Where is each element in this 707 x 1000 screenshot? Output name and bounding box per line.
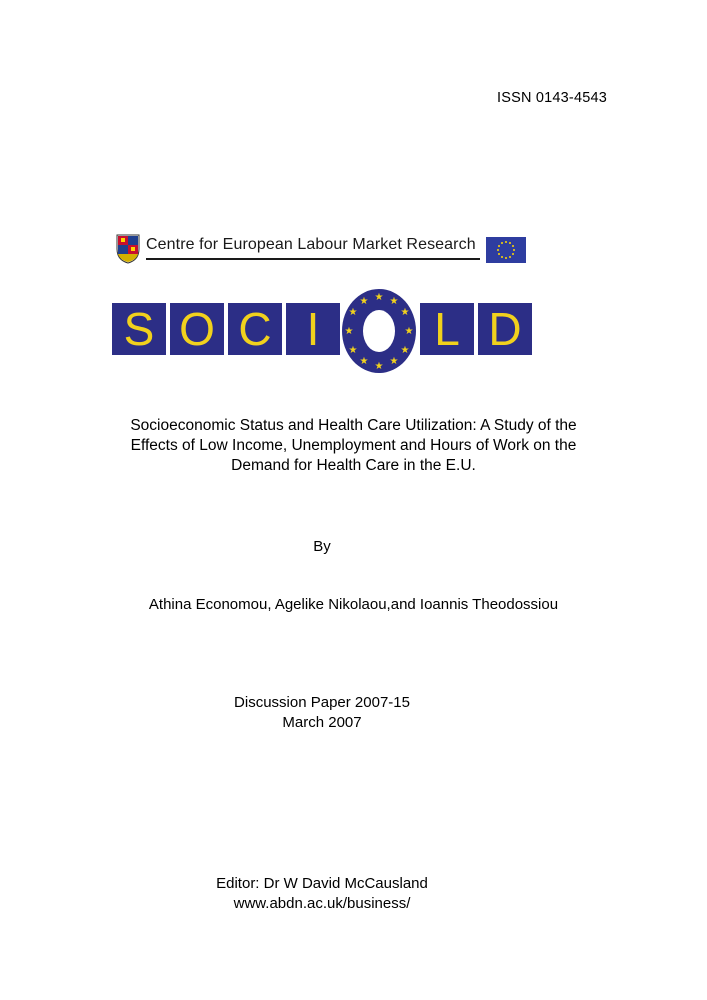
sociold-logo xyxy=(112,292,532,374)
author-list: Athina Economou, Agelike Nikolaou,and Ioannis Theodossiou xyxy=(148,596,559,613)
sociold-letter-c: C xyxy=(228,303,282,355)
editor-name: Editor: Dr W David McCausland xyxy=(216,875,428,892)
paper-title xyxy=(0,416,707,476)
publication-info xyxy=(0,693,644,733)
svg-text:★: ★ xyxy=(359,296,369,307)
svg-text:★: ★ xyxy=(400,345,410,356)
celmr-logo-text: Centre for European Labour Market Research xyxy=(146,236,476,253)
svg-text:★: ★ xyxy=(400,307,410,318)
title-line: Socioeconomic Status and Health Care Utilization: A Study of the xyxy=(130,417,577,434)
svg-text:★: ★ xyxy=(389,296,399,307)
sociold-letter-i: I xyxy=(286,303,340,355)
celmr-logo-underline xyxy=(146,258,480,260)
website-url: www.abdn.ac.uk/business/ xyxy=(233,895,411,912)
title-line: Demand for Health Care in the E.U. xyxy=(231,457,476,474)
sociold-letter-o: O xyxy=(170,303,224,355)
title-line: Effects of Low Income, Unemployment and Hours of Work on the xyxy=(130,437,577,454)
by-label: By xyxy=(313,538,331,555)
university-crest-icon xyxy=(116,234,140,264)
svg-text:★: ★ xyxy=(374,292,384,303)
svg-text:★: ★ xyxy=(359,356,369,367)
svg-text:★: ★ xyxy=(348,307,358,318)
publication-date: March 2007 xyxy=(282,714,362,731)
editor-info xyxy=(0,874,644,914)
svg-text:★: ★ xyxy=(404,326,414,337)
issn-number: ISSN 0143-4543 xyxy=(496,90,607,106)
eu-stars-ring-icon xyxy=(340,288,418,374)
svg-text:★: ★ xyxy=(374,361,384,372)
svg-text:★: ★ xyxy=(344,326,354,337)
svg-text:★: ★ xyxy=(389,356,399,367)
paper-series: Discussion Paper 2007-15 xyxy=(234,694,410,711)
sociold-letter-l: L xyxy=(420,303,474,355)
eu-flag-icon xyxy=(486,237,526,263)
svg-text:★: ★ xyxy=(348,345,358,356)
sociold-letter-s: S xyxy=(112,303,166,355)
sociold-letter-d: D xyxy=(478,303,532,355)
